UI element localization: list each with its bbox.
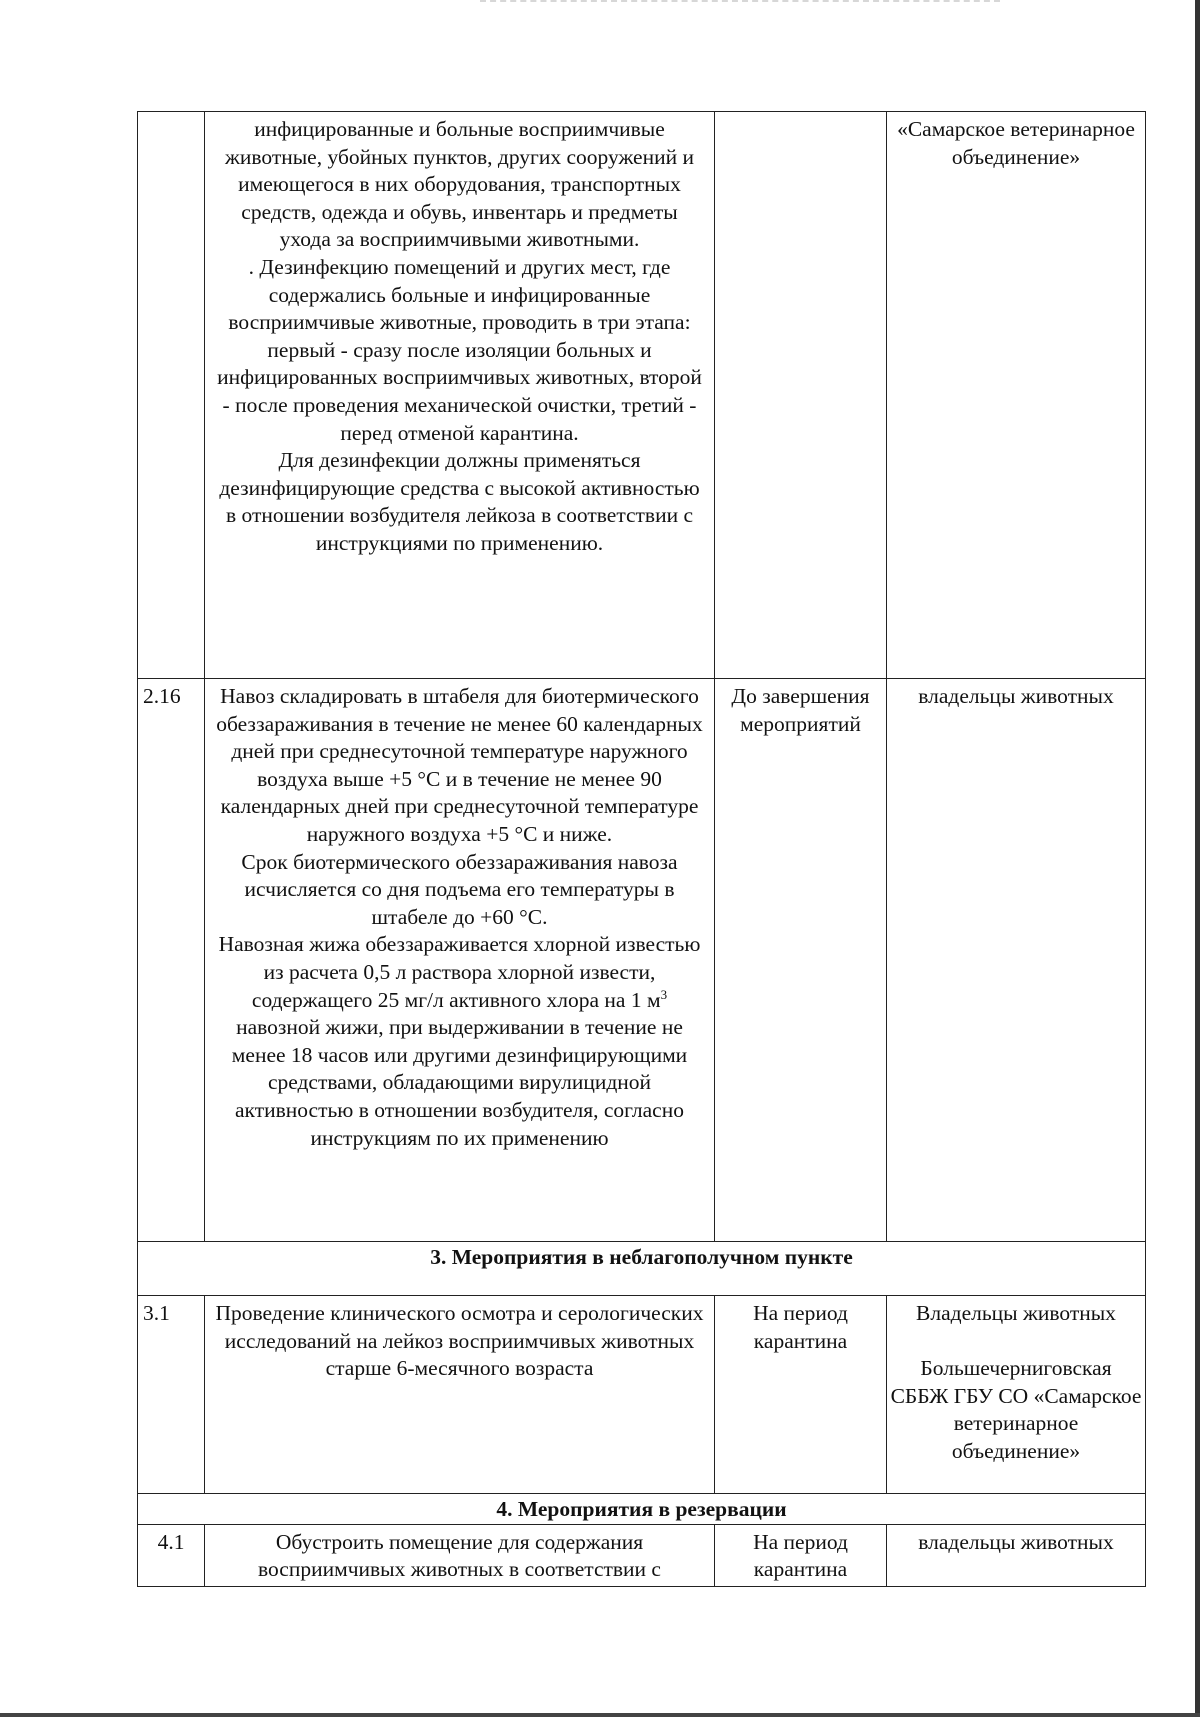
scan-artifact-top	[480, 0, 1000, 6]
measure-paragraph: инфицированные и больные восприимчивые животные, убойных пунктов, других сооружений и имеющегося в них оборудования, транспортных средств, одежда и обувь, инвентарь и предметы ухода за восприимчивыми животными.	[225, 117, 694, 252]
section-heading-row	[138, 1242, 1146, 1296]
responsible-text: Большечерниговская СББЖ ГБУ СО «Самарское ветеринарное объединение»	[890, 1356, 1142, 1463]
measures-cell: Проведение клинического осмотра и серологических исследований на лейкоз восприимчивых животных старше 6-месячного возраста	[205, 1296, 715, 1494]
section-heading: 3. Мероприятия в неблагополучном пункте	[138, 1242, 1146, 1296]
responsible-cell: «Самарское ветеринарное объединение»	[887, 112, 1146, 679]
measure-text: Навозная жижа обеззараживается хлорной известью из расчета 0,5 л раствора хлорной извести, содержащего 25 мг/л активного хлора на 1 м	[218, 932, 701, 1012]
measure-paragraph: Навоз складировать в штабеля для биотермического обеззараживания в течение не менее 60 календарных дней при среднесуточной температуре наружного воздуха выше +5 °С и в течение не менее 90 календарных дней при среднесуточной температуре наружного воздуха +5 °С и ниже.	[216, 684, 703, 846]
term-cell	[715, 112, 887, 679]
scan-border-right	[1195, 0, 1200, 1717]
row-number-cell	[138, 112, 205, 679]
section-heading-row	[138, 1494, 1146, 1525]
table-row-2-16	[138, 679, 1146, 1242]
table-row-3-1	[138, 1296, 1146, 1494]
scan-border-bottom	[0, 1713, 1200, 1717]
responsible-cell	[887, 1296, 1146, 1494]
measures-cell	[205, 112, 715, 679]
superscript-text: 3	[660, 986, 668, 1002]
table-row-continued	[138, 112, 1146, 679]
section-heading: 4. Мероприятия в резервации	[138, 1494, 1146, 1525]
responsible-cell: владельцы животных	[887, 1524, 1146, 1586]
table-row-4-1	[138, 1524, 1146, 1586]
row-number-cell: 3.1	[138, 1296, 205, 1494]
term-cell: До завершения мероприятий	[715, 679, 887, 1242]
responsible-text: Владельцы животных	[916, 1301, 1116, 1325]
measure-paragraph: Срок биотермического обеззараживания навоза исчисляется со дня подъема его температуры в штабеле до +60 °С.	[241, 849, 678, 929]
term-cell: На период карантина	[715, 1296, 887, 1494]
measures-cell: Обустроить помещение для содержания восприимчивых животных в соответствии с	[205, 1524, 715, 1586]
term-cell: На период карантина	[715, 1524, 887, 1586]
row-number-cell: 4.1	[138, 1524, 205, 1586]
responsible-spacer	[889, 1328, 1143, 1356]
measures-table	[137, 111, 1146, 1587]
measures-cell	[205, 679, 715, 1242]
row-number-cell: 2.16	[138, 679, 205, 1242]
measure-paragraph: . Дезинфекцию помещений и других мест, где содержались больные и инфицированные восприимчивые животные, проводить в три этапа: первый - сразу после изоляции больных и инфицированных восприимчивых животных, второй - после проведения механической очистки, третий - перед отменой карантина.	[217, 254, 702, 445]
measure-paragraph	[215, 931, 704, 1152]
responsible-cell: владельцы животных	[887, 679, 1146, 1242]
measure-paragraph: Для дезинфекции должны применяться дезинфицирующие средства с высокой активностью в отношении возбудителя лейкоза в соответствии с инструкциями по применению.	[219, 448, 700, 555]
measure-text: навозной жижи, при выдерживании в течение не менее 18 часов или другими дезинфицирующими средствами, обладающими вирулицидной активностью в отношении возбудителя, согласно инструкциям по их применению	[231, 1015, 688, 1150]
